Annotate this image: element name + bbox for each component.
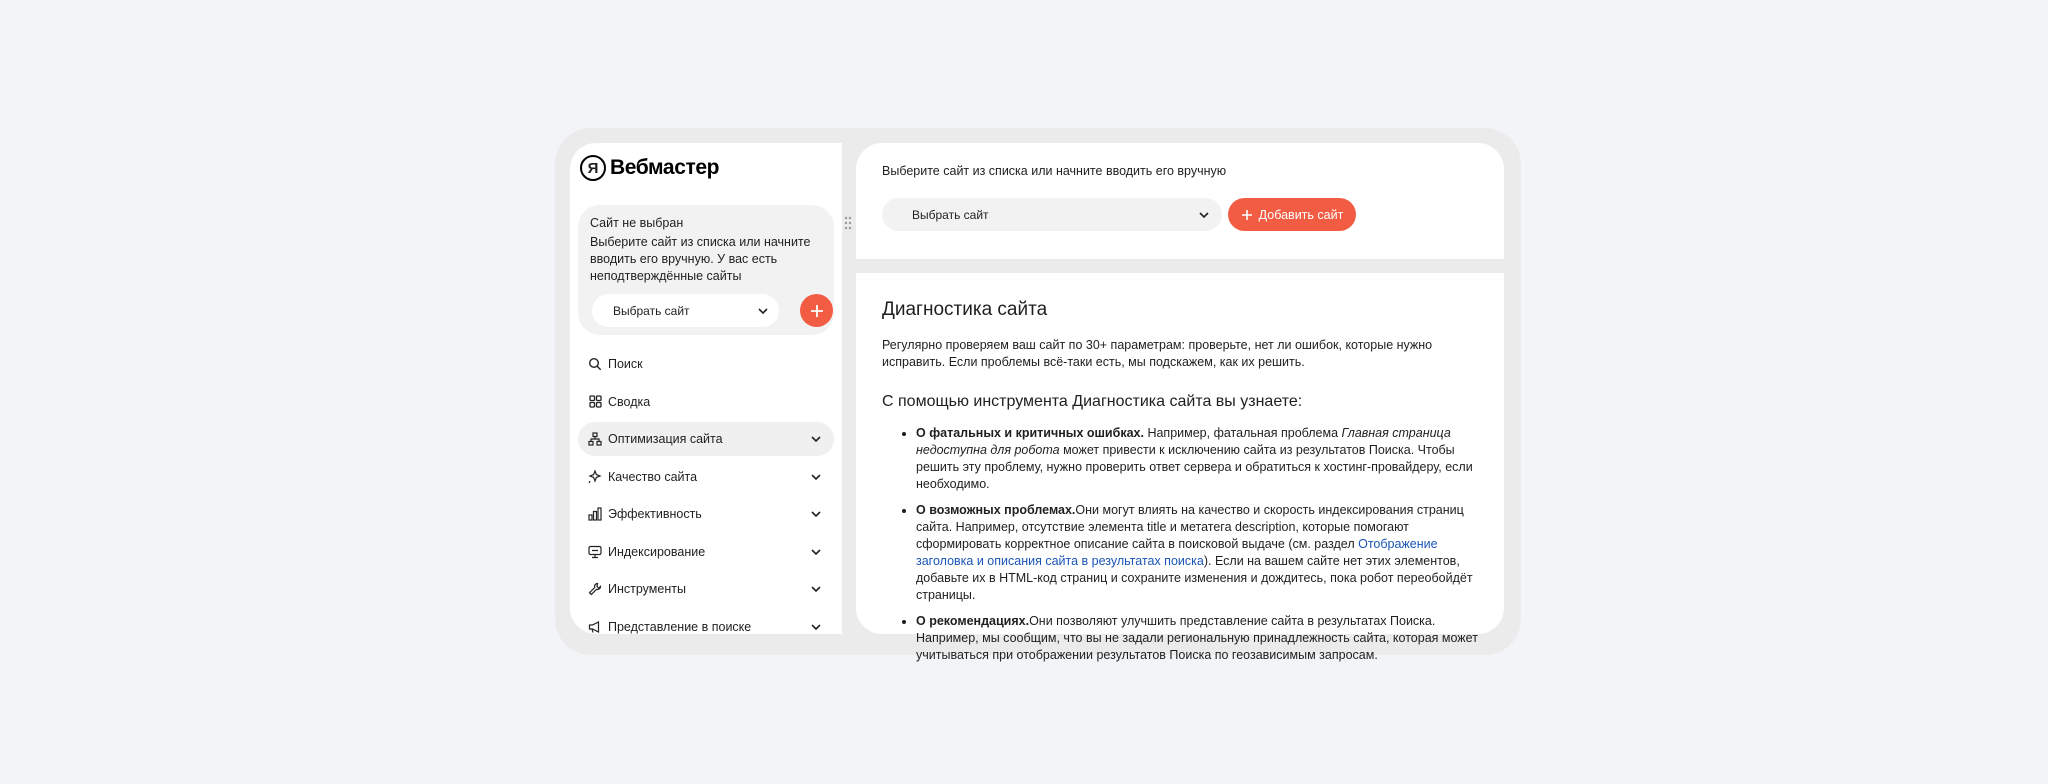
add-site-button[interactable]: [1228, 198, 1356, 231]
site-picker-panel: [856, 143, 1504, 259]
sidebar-item-label: Оптимизация сайта: [608, 432, 723, 446]
grid-icon: [588, 395, 602, 409]
sidebar: [570, 143, 842, 634]
site-select-main[interactable]: [882, 198, 1222, 231]
index-icon: [588, 545, 602, 559]
add-site-round-button[interactable]: [800, 294, 833, 327]
item-text: Они позволяют улучшить представление сайта в результатах Поиска. Например, мы сообщим, что вы не задали региональную принадлежность сайта, которая может учитываться при отображении результатов Поиска по геозависимым запросам.: [916, 614, 1478, 662]
item-text: ). Если на вашем сайте нет этих элементов, добавьте их в HTML-код страниц и сохраните изменения и дождитесь, пока робот переобойдёт страницы.: [916, 554, 1473, 602]
chevron-down-icon: [808, 506, 824, 522]
sidebar-item-label: Сводка: [608, 394, 651, 409]
sidebar-item-label: Эффективность: [608, 507, 702, 521]
help-link[interactable]: Отображение заголовка и описания сайта в результатах поиска: [916, 537, 1438, 568]
wrench-icon: [588, 582, 602, 596]
item-emphasis: Главная страница недоступна для робота: [916, 426, 1451, 457]
search-icon: [588, 357, 602, 371]
chevron-down-icon: [808, 581, 824, 597]
site-select-label: Выбрать сайт: [912, 207, 989, 222]
plus-icon: [1241, 209, 1253, 221]
sparkle-icon: [588, 470, 602, 484]
list-item: [916, 613, 1492, 664]
sidebar-item-indexing[interactable]: [578, 535, 834, 569]
chevron-down-icon: [808, 431, 824, 447]
section-subtitle: С помощью инструмента Диагностика сайта вы узнаете:: [882, 393, 1303, 410]
chevron-down-icon: [808, 469, 824, 485]
drag-handle-icon: [843, 215, 853, 231]
sidebar-item-summary[interactable]: [578, 385, 834, 419]
sidebar-item-label: Индексирование: [608, 544, 706, 559]
chevron-down-icon: [1196, 207, 1212, 223]
sidebar-item-label: Представление в поиске: [608, 619, 752, 634]
sidebar-item-quality[interactable]: [578, 460, 834, 494]
item-heading: О фатальных и критичных ошибках.: [916, 426, 1144, 440]
megaphone-icon: [588, 620, 602, 634]
list-item: [916, 425, 1492, 493]
sidebar-item-label: Инструменты: [608, 582, 686, 596]
sidebar-item-optimization[interactable]: [578, 422, 834, 456]
item-heading: О возможных проблемах.: [916, 503, 1076, 517]
add-site-button-label: Добавить сайт: [1258, 207, 1344, 222]
sidebar-item-label: Качество сайта: [608, 469, 698, 484]
item-text: Например, фатальная проблема: [1143, 426, 1342, 440]
site-card-description: Выберите сайт из списка или начните вводить его вручную. У вас есть неподтверждённые сайты: [590, 235, 811, 283]
sidebar-item-search[interactable]: [578, 347, 834, 381]
item-heading: О рекомендациях.: [916, 614, 1030, 628]
page-title: Диагностика сайта: [882, 299, 1048, 320]
sitemap-icon: [588, 432, 602, 446]
sidebar-item-efficiency[interactable]: [578, 497, 834, 531]
item-text: Они могут влиять на качество и скорость индексирования страниц сайта. Например, отсутствие элемента title и метатега description, которые помогают сформировать корректное описание сайта в поисковой выдаче (см. раздел: [916, 503, 1464, 551]
diagnostics-panel: [856, 273, 1504, 662]
bar-chart-icon: [588, 507, 602, 521]
site-select-label: Выбрать сайт: [613, 303, 690, 318]
sidebar-item-search-appearance[interactable]: [578, 610, 834, 644]
yandex-logo-icon: Я: [580, 155, 606, 181]
sidebar-nav: [578, 347, 834, 647]
logo[interactable]: [580, 154, 719, 182]
item-text: может привести к исключению сайта из результатов Поиска. Чтобы решить эту проблему, нужно проверить ответ сервера и обратиться к хостинг-провайдеру, если необходимо.: [916, 443, 1473, 491]
page-intro: Регулярно проверяем ваш сайт по 30+ параметрам: проверьте, нет ли ошибок, которые нужно исправить. Если проблемы всё-таки есть, мы подскажем, как их решить.: [882, 338, 1433, 369]
benefits-list: [882, 425, 1492, 673]
site-card: [578, 205, 834, 335]
brand-name: Вебмастер: [610, 156, 720, 179]
sidebar-resize-handle[interactable]: [843, 215, 853, 231]
site-picker-hint: Выберите сайт из списка или начните вводить его вручную: [882, 164, 1227, 178]
site-select-sidebar[interactable]: [592, 294, 779, 327]
sidebar-item-tools[interactable]: [578, 572, 834, 606]
chevron-down-icon: [755, 303, 771, 319]
chevron-down-icon: [808, 544, 824, 560]
site-card-title: Сайт не выбран: [590, 216, 684, 230]
plus-icon: [810, 304, 824, 318]
sidebar-item-label: Поиск: [608, 357, 643, 371]
list-item: [916, 502, 1492, 604]
chevron-down-icon: [808, 619, 824, 635]
